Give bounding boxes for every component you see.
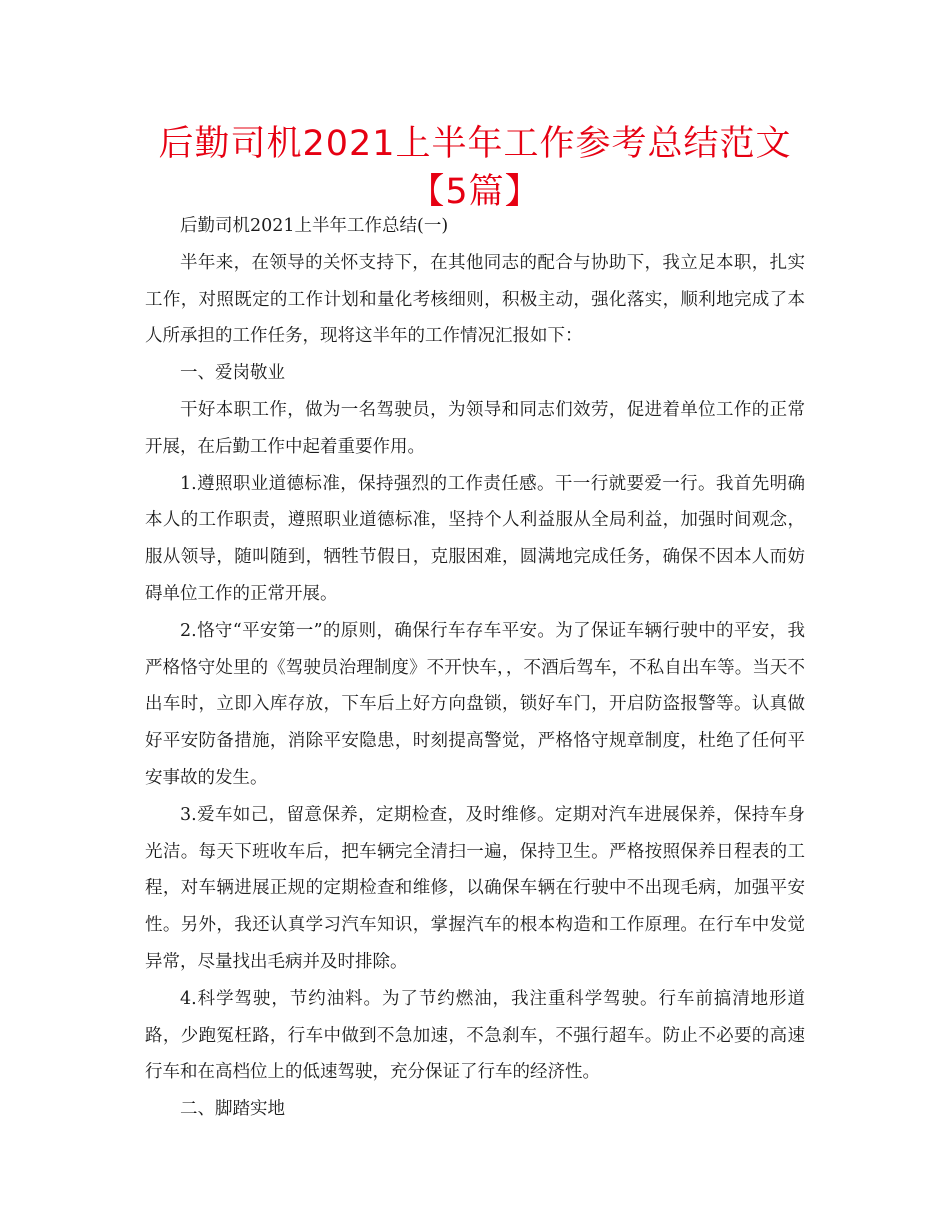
paragraph: 4.科学驾驶，节约油料。为了节约燃油，我注重科学驾驶。行车前搞清地形道路，少跑冤枉路，行车中做到不急加速，不急刹车，不强行超车。防止不必要的高速行车和在高档位上的低速驾驶，充分保证了行车的经济性。 (145, 988, 805, 1083)
paragraph: 1.遵照职业道德标准，保持强烈的工作责任感。干一行就要爱一行。我首先明确本人的工作职责，遵照职业道德标准，坚持个人利益服从全局利益，加强时间观念，服从领导，随叫随到，牺牲节假日，克服困难，圆满地完成任务，确保不因本人而妨碍单位工作的正常开展。 (145, 473, 805, 604)
document-body (145, 208, 805, 1128)
section-heading: 一、爱岗敬业 (180, 363, 285, 384)
paragraph: 干好本职工作，做为一名驾驶员，为领导和同志们效劳，促进着单位工作的正常开展，在后勤工作中起着重要作用。 (145, 399, 805, 457)
paragraph: 3.爱车如己，留意保养，定期检查，及时维修。定期对汽车进展保养，保持车身光洁。每天下班收车后，把车辆完全清扫一遍，保持卫生。严格按照保养日程表的工程，对车辆进展正规的定期检查和维修，以确保车辆在行驶中不出现毛病，加强平安性。另外，我还认真学习汽车知识，掌握汽车的根本构造和工作原理。在行车中发觉异常，尽量找出毛病并及时排除。 (145, 804, 805, 972)
section-heading: 二、脚踏实地 (180, 1099, 285, 1120)
section-subtitle: 后勤司机2021上半年工作总结(一) (180, 216, 449, 236)
paragraph: 2.恪守“平安第一”的原则，确保行车存车平安。为了保证车辆行驶中的平安，我严格恪守处里的《驾驶员治理制度》不开快车，，不酒后驾车，不私自出车等。当天不出车时，立即入库存放，下车后上好方向盘锁，锁好车门，开启防盗报警等。认真做好平安防备措施，消除平安隐患，时刻提高警觉，严格恪守规章制度，杜绝了任何平安事故的发生。 (145, 620, 805, 788)
document-title: 后勤司机2021上半年工作参考总结范文【5篇】 (158, 124, 792, 212)
paragraph-intro: 半年来，在领导的关怀支持下，在其他同志的配合与协助下，我立足本职，扎实工作，对照既定的工作计划和量化考核细则，积极主动，强化落实，顺利地完成了本人所承担的工作任务，现将这半年的工作情况汇报如下： (145, 252, 805, 347)
